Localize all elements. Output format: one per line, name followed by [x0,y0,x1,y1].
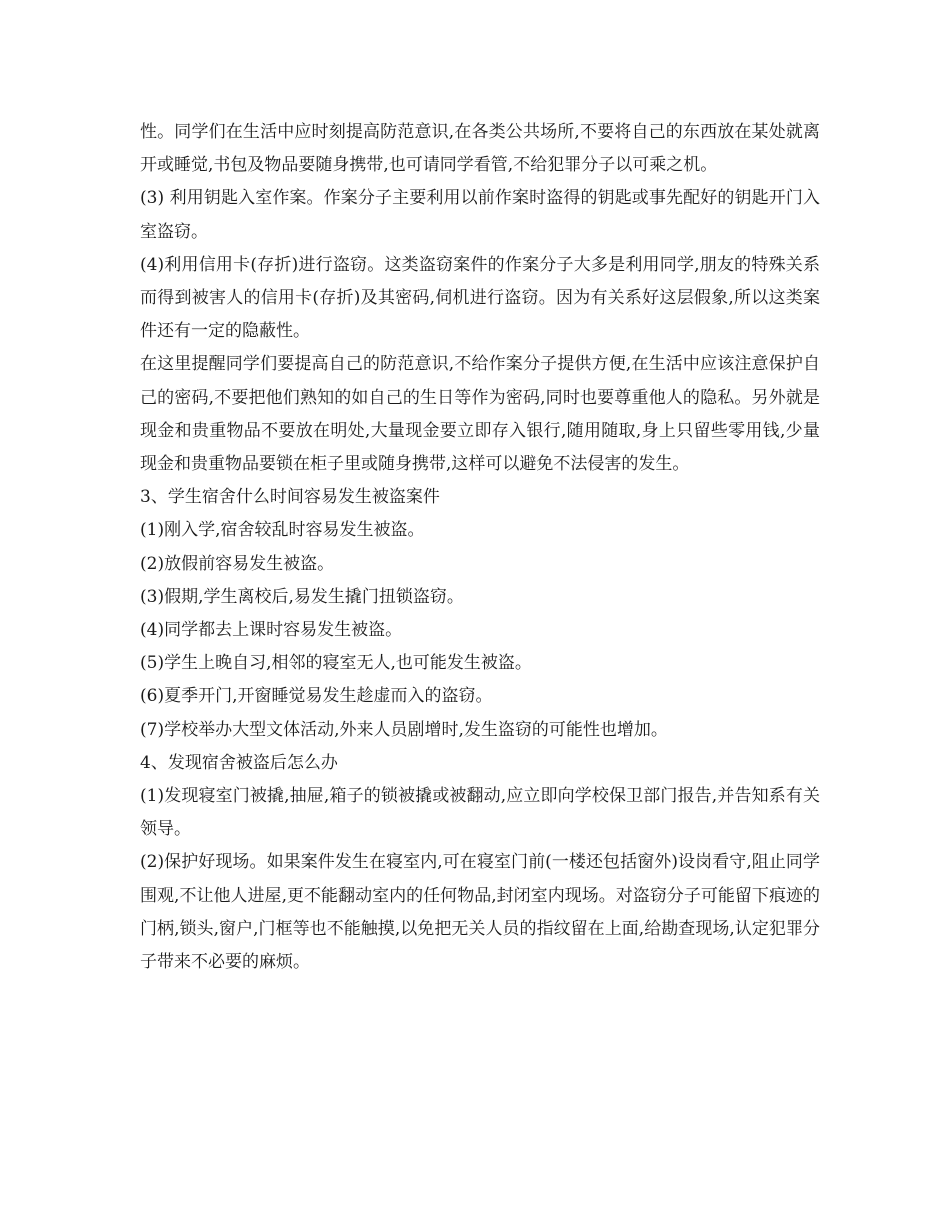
paragraph-reminder: 在这里提醒同学们要提高自己的防范意识,不给作案分子提供方便,在生活中应该注意保护自己的密码,不要把他们熟知的如自己的生日等作为密码,同时也要尊重他人的隐私。另外就是现金和贵重物品不要放在明处,大量现金要立即存入银行,随用随取,身上只留些零用钱,少量现金和贵重物品要锁在柜子里或随身携带,这样可以避免不法侵害的发生。 [140,354,820,475]
list-item-2: (2)放假前容易发生被盗。 [140,553,335,574]
document-body [140,116,820,979]
paragraph-credit-card: (4)利用信用卡(存折)进行盗窃。这类盗窃案件的作案分子大多是利用同学,朋友的特殊关系而得到被害人的信用卡(存折)及其密码,伺机进行盗窃。因为有关系好这层假象,所以这类案件还有一定的隐蔽性。 [140,254,820,342]
section-heading-4: 4、发现宿舍被盗后怎么办 [140,752,338,773]
step-item-2: (2)保护好现场。如果案件发生在寝室内,可在寝室门前(一楼还包括窗外)设岗看守,阻止同学围观,不让他人进屋,更不能翻动室内的任何物品,封闭室内现场。对盗窃分子可能留下痕迹的门柄,锁头,窗户,门框等也不能触摸,以免把无关人员的指纹留在上面,给勘查现场,认定犯罪分子带来不必要的麻烦。 [140,852,820,973]
list-item-1: (1)刚入学,宿舍较乱时容易发生被盗。 [140,520,425,541]
list-item-5: (5)学生上晚自习,相邻的寝室无人,也可能发生被盗。 [140,653,532,674]
list-item-7: (7)学校举办大型文体活动,外来人员剧增时,发生盗窃的可能性也增加。 [140,719,668,740]
section-heading-3: 3、学生宿舍什么时间容易发生被盗案件 [140,487,440,508]
paragraph-key-entry: (3) 利用钥匙入室作案。作案分子主要利用以前作案时盗得的钥匙或事先配好的钥匙开门入室盗窃。 [140,188,820,242]
step-item-1: (1)发现寝室门被撬,抽屉,箱子的锁被撬或被翻动,应立即向学校保卫部门报告,并告知系有关领导。 [140,786,820,840]
list-item-3: (3)假期,学生离校后,易发生撬门扭锁盗窃。 [140,586,464,607]
list-item-4: (4)同学都去上课时容易发生被盗。 [140,620,403,641]
paragraph-theft-continued: 性。同学们在生活中应时刻提高防范意识,在各类公共场所,不要将自己的东西放在某处就离开或睡觉,书包及物品要随身携带,也可请同学看管,不给犯罪分子以可乘之机。 [140,122,820,176]
list-item-6: (6)夏季开门,开窗睡觉易发生趁虚而入的盗窃。 [140,686,493,707]
